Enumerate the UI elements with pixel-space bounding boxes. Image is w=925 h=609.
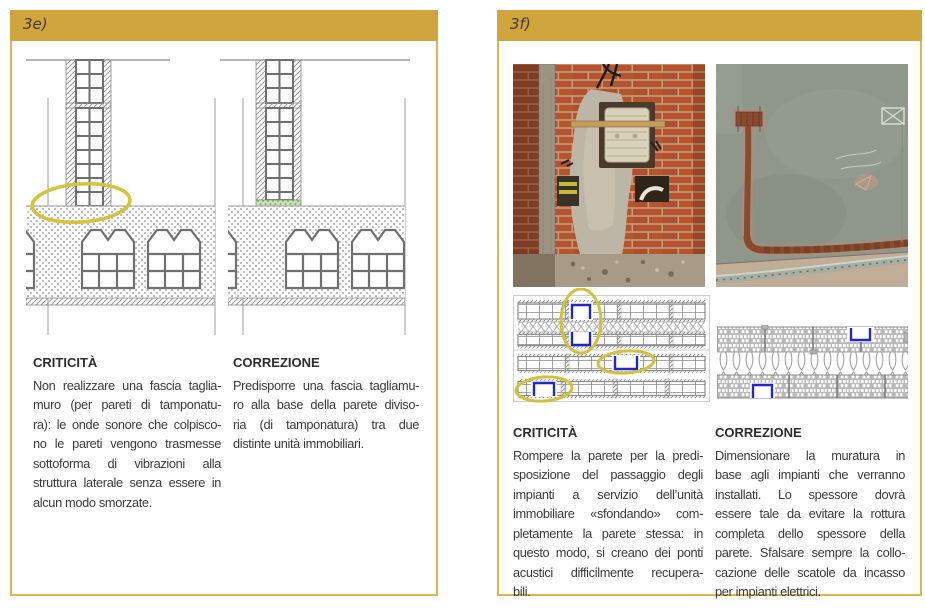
wooden-batten xyxy=(571,121,665,127)
correzione-title-3f: CORREZIONE xyxy=(715,425,802,440)
panel-3f xyxy=(497,10,922,599)
correzione-column-3f xyxy=(715,423,905,602)
correzione-title-3e: CORREZIONE xyxy=(233,355,320,370)
criticita-paragraph-3f: Rompere la parete per la predi- sposizione del passaggio degli impianti a servizio dell’unità immobiliare «sfondando» com- pletamente la parete stessa: in questo modo, si creano dei ponti acustici difficilmente recupera- bili. xyxy=(513,447,703,599)
wall-section-criticita xyxy=(24,60,215,335)
criticita-title-3f: CRITICITÀ xyxy=(513,425,578,440)
panel-3e xyxy=(10,10,438,596)
panel-3f-header xyxy=(497,10,922,41)
criticita-paragraph-3e: Non realizzare una fascia taglia- muro (per pareti di tamponatu- ra): le onde sonore che colpisco- no le pareti vengono trasmesse sottoforma di vibrazioni alla struttura laterale senza essere in alcun modo smorzate. xyxy=(33,377,221,510)
criticita-column-3e xyxy=(33,353,221,512)
vertical-chase xyxy=(747,126,748,236)
plan-diagram-criticita xyxy=(513,288,710,411)
chase-top-header xyxy=(736,112,762,126)
correzione-paragraph-3f: Dimensionare la muratura in base agli impianti che verranno installati. Lo spessore dovrà essere tale da evitare la rottura completa dello spessore della parete. Sfalsare sempre la collo- cazione delle scatole da incasso per impianti elettrici. xyxy=(715,447,905,599)
photo-broken-brick-wall xyxy=(513,64,705,287)
wall-section-correzione xyxy=(184,60,410,335)
criticita-column-3f xyxy=(513,423,703,602)
correzione-column-3e xyxy=(233,353,419,454)
panel-3e-header xyxy=(10,10,438,41)
plan-diagram-correzione xyxy=(717,325,908,400)
resilient-strip-green xyxy=(256,200,301,206)
panel-3f-label: 3f) xyxy=(510,15,531,33)
concrete-column-strip xyxy=(539,64,555,287)
panel-3e-label: 3e) xyxy=(23,15,48,33)
photo-plastered-wall-chase xyxy=(716,64,908,287)
correzione-paragraph-3e: Predisporre una fascia tagliamu- ro alla base della parete diviso- ria (di tamponatura) tra due distinte unità immobiliari. xyxy=(233,377,419,451)
wall-section-drawings-3e xyxy=(24,52,416,344)
criticita-title-3e: CRITICITÀ xyxy=(33,355,98,370)
